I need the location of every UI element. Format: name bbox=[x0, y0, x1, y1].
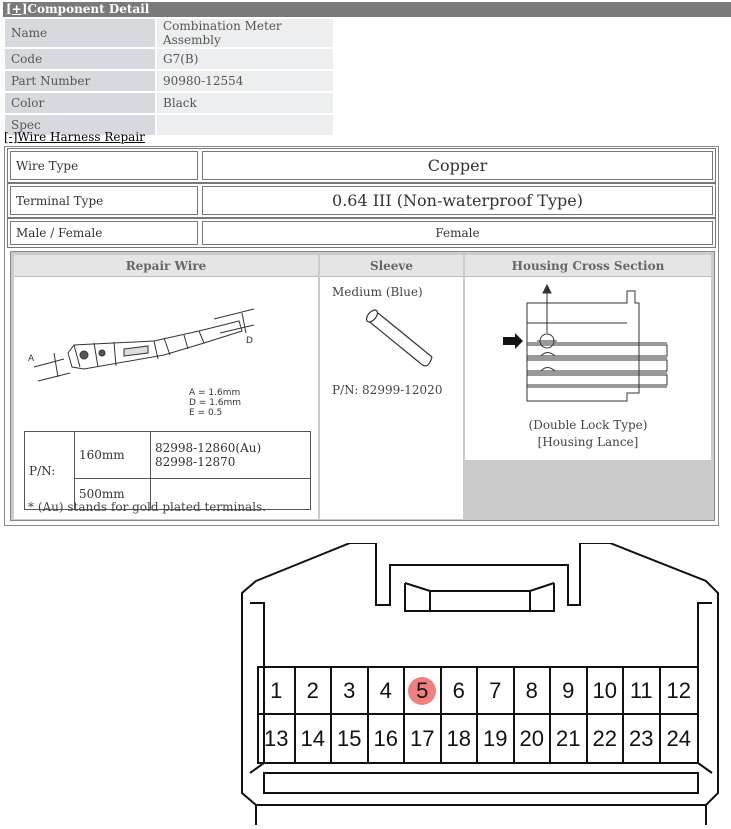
wire-harness-repair-link[interactable] bbox=[4, 130, 145, 144]
pin-12 bbox=[661, 668, 698, 715]
pin-number: 6 bbox=[452, 677, 465, 703]
component-detail-title: Component Detail bbox=[27, 2, 150, 16]
wire-type-row bbox=[7, 148, 716, 183]
pin-number: 7 bbox=[489, 677, 502, 703]
terminal-type-row bbox=[7, 183, 716, 218]
detail-label: Part Number bbox=[5, 71, 155, 91]
highlighted-pin-number: 5 bbox=[408, 677, 436, 705]
pin-11 bbox=[624, 668, 661, 715]
dim-d-letter: D bbox=[246, 336, 253, 346]
terminal-type-value: 0.64 III (Non-waterproof Type) bbox=[202, 186, 713, 215]
sleeve-drawing bbox=[332, 305, 452, 375]
repair-wire-pn-table bbox=[24, 431, 311, 510]
housing-cross-section-drawing bbox=[477, 283, 699, 413]
pin-18 bbox=[442, 715, 479, 762]
pn-160 bbox=[151, 432, 311, 479]
pin-19 bbox=[478, 715, 515, 762]
detail-label: Color bbox=[5, 93, 155, 113]
pin-15 bbox=[332, 715, 369, 762]
pin-14 bbox=[296, 715, 333, 762]
pin-number: 21 bbox=[556, 725, 581, 751]
pin-9 bbox=[551, 668, 588, 715]
pin-6 bbox=[442, 668, 479, 715]
dim-a-value: A = 1.6mm bbox=[189, 388, 241, 398]
pin-16 bbox=[369, 715, 406, 762]
repair-wire-diagram bbox=[24, 283, 254, 425]
pin-number: 1 bbox=[270, 677, 283, 703]
length-160: 160mm bbox=[75, 432, 151, 479]
detail-value: 90980-12554 bbox=[157, 71, 333, 91]
pin-24 bbox=[661, 715, 698, 762]
gender-value: Female bbox=[202, 221, 713, 245]
pin-number: 10 bbox=[592, 677, 617, 703]
pin-number: 3 bbox=[343, 677, 356, 703]
detail-value: Black bbox=[157, 93, 333, 113]
gender-row bbox=[7, 218, 716, 248]
pin-number: 11 bbox=[629, 677, 653, 703]
pin-10 bbox=[588, 668, 625, 715]
dim-d-value: D = 1.6mm bbox=[189, 398, 242, 408]
pin-3 bbox=[332, 668, 369, 715]
repair-wire-panel bbox=[14, 255, 318, 519]
repair-wire-header: Repair Wire bbox=[14, 255, 318, 277]
pn-label: P/N: bbox=[25, 432, 75, 510]
wire-harness-title[interactable]: Wire Harness Repair bbox=[17, 130, 145, 144]
pin-number: 19 bbox=[483, 725, 508, 751]
housing-caption-1: (Double Lock Type) bbox=[528, 418, 648, 432]
pin-number: 16 bbox=[373, 725, 398, 751]
sleeve-size: Medium (Blue) bbox=[332, 285, 423, 299]
pin-21 bbox=[551, 715, 588, 762]
housing-caption-2: [Housing Lance] bbox=[537, 435, 639, 449]
pin-number: 22 bbox=[592, 725, 617, 751]
pin-13 bbox=[259, 715, 296, 762]
pin-grid bbox=[257, 666, 699, 764]
detail-value bbox=[157, 115, 333, 135]
pin-number: 12 bbox=[666, 677, 691, 703]
length-500: 500mm bbox=[75, 479, 151, 510]
sleeve-panel bbox=[320, 255, 463, 519]
dim-a-letter: A bbox=[28, 354, 35, 364]
sleeve-header: Sleeve bbox=[320, 255, 463, 277]
pin-number: 18 bbox=[446, 725, 471, 751]
housing-header: Housing Cross Section bbox=[465, 255, 711, 277]
gender-label: Male / Female bbox=[10, 221, 198, 245]
pn-160-au: 82998-12860(Au) bbox=[155, 441, 262, 456]
pin-1 bbox=[259, 668, 296, 715]
pin-17 bbox=[405, 715, 442, 762]
pin-20 bbox=[515, 715, 552, 762]
detail-value: Combination Meter Assembly bbox=[157, 19, 333, 47]
detail-row-color bbox=[5, 93, 333, 113]
terminal-type-label: Terminal Type bbox=[10, 186, 198, 215]
wire-harness-repair-panel bbox=[4, 146, 719, 526]
housing-panel bbox=[465, 255, 711, 460]
component-detail-toggle[interactable]: [+] bbox=[6, 2, 28, 16]
component-detail-table bbox=[3, 17, 335, 137]
pin-22 bbox=[588, 715, 625, 762]
repair-parts-area bbox=[10, 251, 715, 521]
pin-number: 20 bbox=[519, 725, 544, 751]
detail-row-part-number bbox=[5, 71, 333, 91]
pin-number: 15 bbox=[337, 725, 362, 751]
pin-2 bbox=[296, 668, 333, 715]
detail-row-name bbox=[5, 19, 333, 47]
detail-label: Spec bbox=[5, 115, 155, 135]
detail-label: Code bbox=[5, 49, 155, 69]
gold-plated-note: * (Au) stands for gold plated terminals. bbox=[28, 500, 267, 514]
wire-type-label: Wire Type bbox=[10, 151, 198, 180]
wire-type-value: Copper bbox=[202, 151, 713, 180]
pin-5 bbox=[405, 668, 442, 715]
connector-face-diagram bbox=[230, 543, 731, 825]
pin-number: 4 bbox=[379, 677, 392, 703]
dim-e-value: E = 0.5 bbox=[189, 408, 223, 418]
pin-7 bbox=[478, 668, 515, 715]
pin-number: 24 bbox=[666, 725, 691, 751]
sleeve-pn: P/N: 82999-12020 bbox=[332, 383, 443, 397]
detail-row-code bbox=[5, 49, 333, 69]
pn-160-std: 82998-12870 bbox=[155, 455, 236, 470]
pin-number: 14 bbox=[300, 725, 325, 751]
pin-number: 8 bbox=[525, 677, 538, 703]
component-detail-header bbox=[3, 2, 731, 17]
pin-number: 13 bbox=[264, 725, 289, 751]
pin-8 bbox=[515, 668, 552, 715]
pin-number: 2 bbox=[306, 677, 319, 703]
detail-label: Name bbox=[5, 19, 155, 47]
pin-number: 23 bbox=[629, 725, 654, 751]
pin-number: 9 bbox=[562, 677, 575, 703]
wire-harness-toggle[interactable]: [-] bbox=[4, 130, 18, 144]
pin-number: 17 bbox=[410, 725, 435, 751]
pin-23 bbox=[624, 715, 661, 762]
pin-4 bbox=[369, 668, 406, 715]
detail-value: G7(B) bbox=[157, 49, 333, 69]
